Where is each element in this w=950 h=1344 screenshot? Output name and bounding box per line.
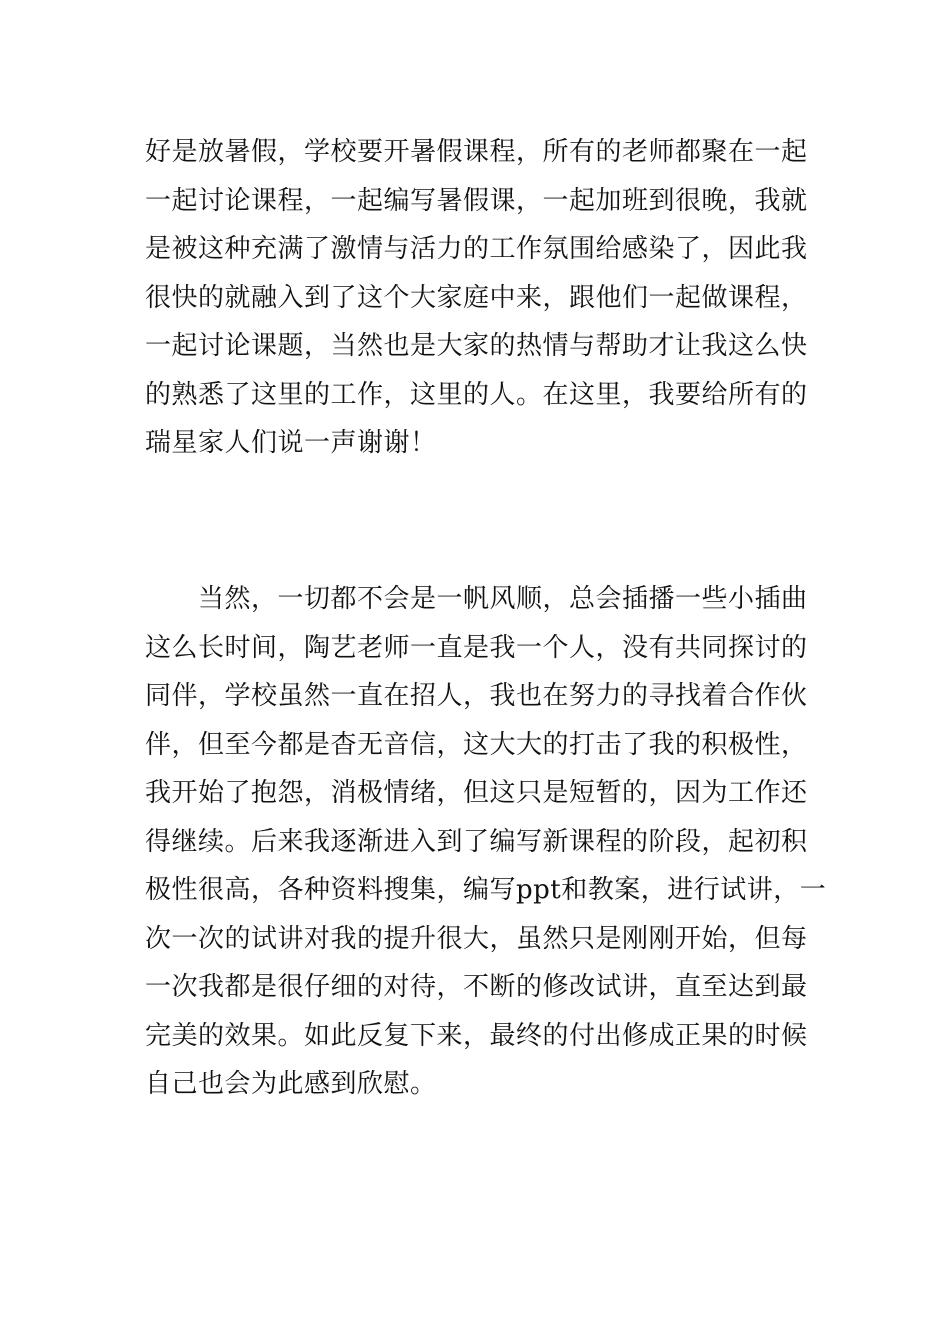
text-line: 我开始了抱怨，消极情绪，但这只是短暂的，因为工作还: [145, 778, 808, 808]
text-line: 完美的效果。如此反复下来，最终的付出修成正果的时候: [145, 1020, 808, 1051]
text-line: 自己也会为此感到欣慰。: [145, 1069, 437, 1099]
text-line: 极性很高，各种资料搜集，编写ppt和教案，进行试讲，一: [145, 875, 827, 905]
text-line: 好是放暑假，学校要开暑假课程，所有的老师都聚在一起: [145, 137, 808, 167]
text-line: 当然，一切都不会是一帆风顺，总会插播一些小插曲: [145, 584, 808, 614]
paragraph-1: [145, 128, 810, 468]
text-line: 得继续。后来我逐渐进入到了编写新课程的阶段，起初积: [145, 826, 808, 857]
text-line: 这么长时间，陶艺老师一直是我一个人，没有共同探讨的: [145, 632, 808, 663]
text-line: 一次我都是很仔细的对待，不断的修改试讲，直至达到最: [145, 972, 808, 1002]
text-line: 是被这种充满了激情与活力的工作氛围给感染了，因此我: [145, 234, 808, 264]
text-line: 很快的就融入到了这个大家庭中来，跟他们一起做课程，: [145, 282, 808, 313]
paragraph-2: [145, 575, 827, 1109]
text-line: 的熟悉了这里的工作，这里的人。在这里，我要给所有的: [145, 379, 808, 410]
text-line: 次一次的试讲对我的提升很大，虽然只是刚刚开始，但每: [145, 923, 808, 954]
text-line: 瑞星家人们说一声谢谢！: [145, 428, 437, 458]
text-line: 同伴，学校虽然一直在招人，我也在努力的寻找着合作伙: [145, 681, 808, 711]
text-line: 一起讨论课题，当然也是大家的热情与帮助才让我这么快: [145, 331, 808, 361]
text-line: 一起讨论课程，一起编写暑假课，一起加班到很晚，我就: [145, 185, 808, 216]
text-line: 伴，但至今都是杳无音信，这大大的打击了我的积极性，: [145, 729, 808, 760]
